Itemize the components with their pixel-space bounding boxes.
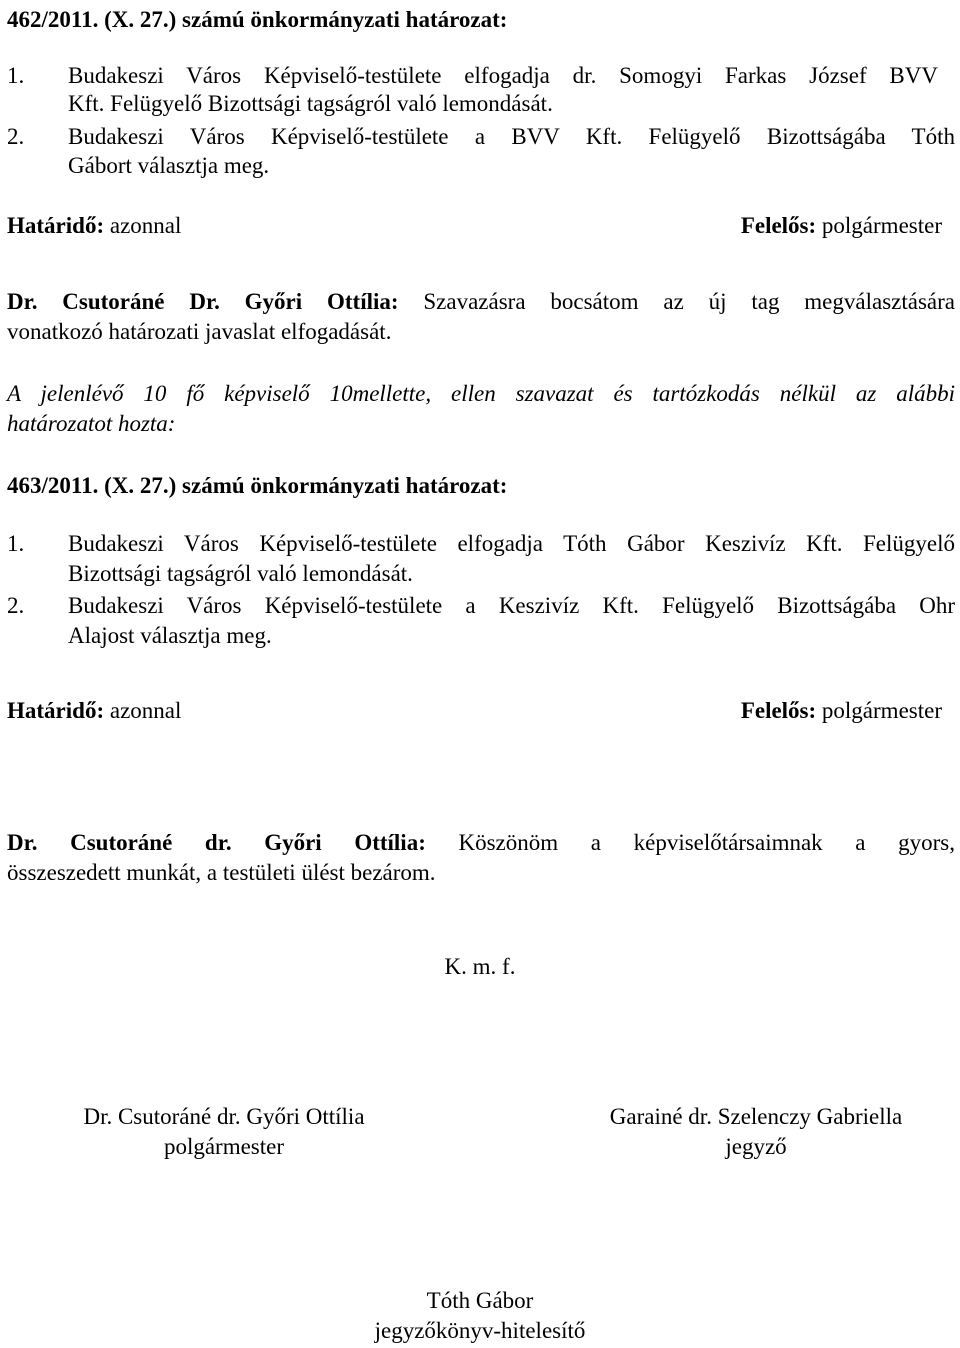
resolution-463-item-2-cont: Alajost választja meg. [68, 623, 272, 648]
deadline-462: Határidő: azonnal [7, 213, 182, 238]
responsible-462: Felelős: polgármester [740, 213, 942, 238]
resolution-463-title: 463/2011. (X. 27.) számú önkormányzati határozat: [7, 473, 508, 498]
item-text: Budakeszi Város Képviselő-testülete a BVV Kft. Felügyelő Bizottságába Tóth [68, 124, 955, 149]
item-number: 1. [7, 63, 25, 88]
resolution-462-item-1-cont: Kft. Felügyelő Bizottsági tagságról való lemondását. [68, 91, 553, 116]
signature-authenticator-name: Tóth Gábor [426, 1288, 534, 1313]
resolution-462-item-1 [7, 62, 938, 90]
resolution-463-item-2 [7, 592, 955, 620]
deadline-463: Határidő: azonnal [7, 698, 182, 723]
resolution-463-item-1-cont: Bizottsági tagságról való lemondását. [68, 561, 413, 586]
resolution-462-title: 462/2011. (X. 27.) számú önkormányzati határozat: [7, 7, 508, 32]
signature-notary-title: jegyző [725, 1134, 787, 1159]
resolution-462-item-2 [7, 123, 955, 151]
signature-authenticator-title: jegyzőkönyv-hitelesítő [374, 1318, 586, 1343]
resolution-462-item-2-cont: Gábort választja meg. [68, 153, 270, 178]
item-number: 2. [7, 124, 25, 149]
speech-1-line-1: Dr. Csutoráné Dr. Győri Ottília: Szavazásra bocsátom az új tag megválasztására [7, 289, 955, 314]
speech-2-line-1: Dr. Csutoráné dr. Győri Ottília: Köszönöm a képviselőtársaimnak a gyors, [7, 830, 956, 855]
item-text: Budakeszi Város Képviselő-testülete a Keszivíz Kft. Felügyelő Bizottságába Ohr [68, 593, 955, 618]
speaker: Dr. Csutoráné dr. Győri Ottília: [7, 830, 426, 855]
speaker: Dr. Csutoráné Dr. Győri Ottília: [7, 289, 399, 314]
vote-line-1: A jelenlévő 10 fő képviselő 10mellette, ellen szavazat és tartózkodás nélkül az alábbi [7, 381, 955, 406]
vote-line-2: határozatot hozta: [7, 411, 176, 436]
item-number: 1. [7, 531, 25, 556]
speech-2-line-2: összeszedett munkát, a testületi ülést bezárom. [7, 860, 436, 885]
item-text: Budakeszi Város Képviselő-testülete elfogadja Tóth Gábor Keszivíz Kft. Felügyelő [68, 531, 955, 556]
signature-notary-name: Garainé dr. Szelenczy Gabriella [609, 1104, 903, 1129]
item-number: 2. [7, 593, 25, 618]
signature-mayor-title: polgármester [163, 1134, 285, 1159]
kmf: K. m. f. [444, 954, 516, 979]
item-text: Budakeszi Város Képviselő-testülete elfogadja dr. Somogyi Farkas József BVV [68, 63, 938, 88]
responsible-463: Felelős: polgármester [740, 698, 942, 723]
signature-mayor-name: Dr. Csutoráné dr. Győri Ottília [83, 1104, 365, 1129]
resolution-463-item-1 [7, 530, 955, 558]
speech-1-line-2: vonatkozó határozati javaslat elfogadását. [7, 319, 392, 344]
